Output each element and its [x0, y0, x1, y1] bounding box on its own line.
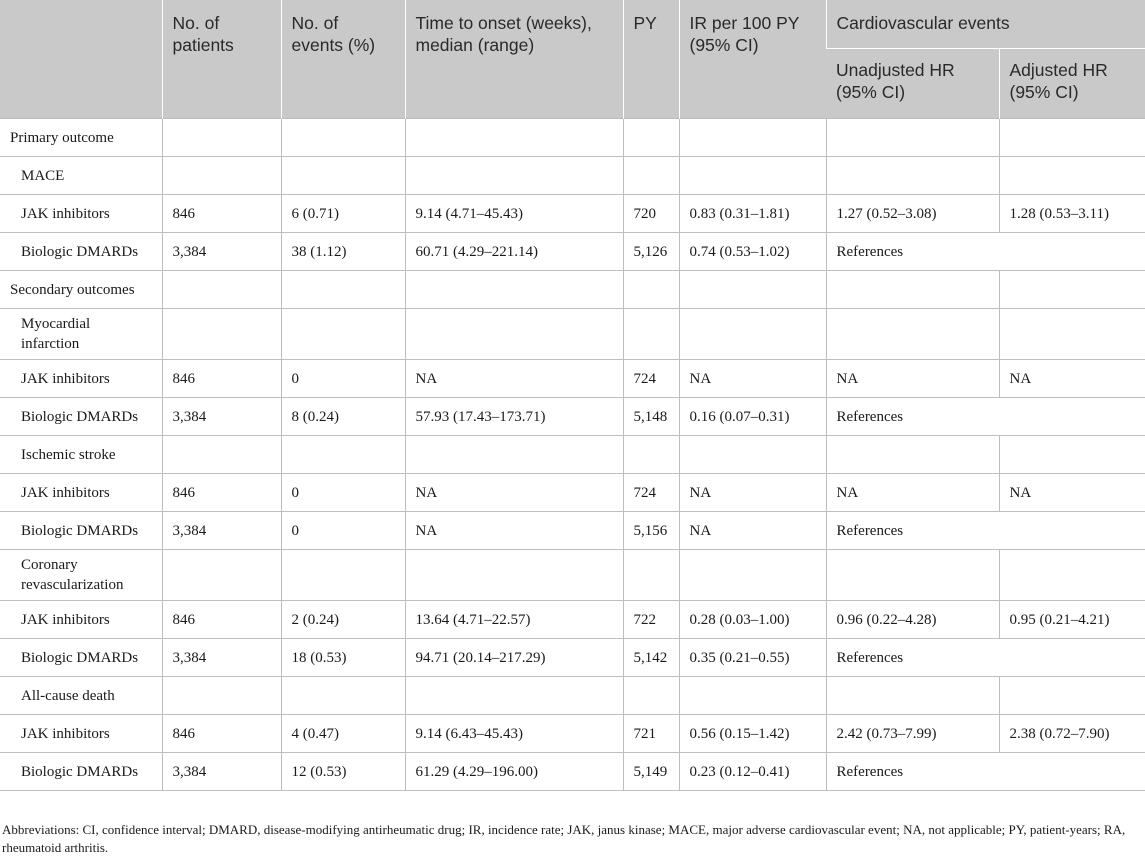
reference-cell: References — [826, 639, 1145, 677]
onset-cell: NA — [405, 474, 623, 512]
reference-cell: References — [826, 512, 1145, 550]
table-row — [0, 360, 1145, 398]
unadjusted-hr-cell: NA — [826, 474, 999, 512]
ir-cell: 0.23 (0.12–0.41) — [679, 753, 826, 791]
ir-cell: 0.74 (0.53–1.02) — [679, 233, 826, 271]
onset-cell: NA — [405, 512, 623, 550]
py-cell: 5,148 — [623, 398, 679, 436]
adjusted-hr-cell: 2.38 (0.72–7.90) — [999, 715, 1145, 753]
group-label: Biologic DMARDs — [0, 512, 162, 550]
header-unadjusted-hr: Unadjusted HR (95% CI) — [826, 49, 999, 119]
abbreviations-footnote: Abbreviations: CI, confidence interval; DMARD, disease-modifying antirheumatic drug; IR, incidence rate; JAK, janus kinase; MACE, major adverse cardiovascular event; NA, not applicable; PY, patient-years; RA, rheumatoid arthritis. — [2, 822, 1126, 855]
group-label: Biologic DMARDs — [0, 398, 162, 436]
patients-cell: 3,384 — [162, 398, 281, 436]
table-row — [0, 550, 1145, 601]
unadjusted-hr-cell: 2.42 (0.73–7.99) — [826, 715, 999, 753]
table-row — [0, 639, 1145, 677]
py-cell: 5,142 — [623, 639, 679, 677]
onset-cell: NA — [405, 360, 623, 398]
header-patients: No. of patients — [162, 0, 281, 119]
adjusted-hr-cell: NA — [999, 474, 1145, 512]
table-row — [0, 677, 1145, 715]
header-onset: Time to onset (weeks), median (range) — [405, 0, 623, 119]
onset-cell: 9.14 (6.43–45.43) — [405, 715, 623, 753]
events-cell: 0 — [281, 474, 405, 512]
ir-cell: 0.35 (0.21–0.55) — [679, 639, 826, 677]
ir-cell: NA — [679, 512, 826, 550]
group-label: JAK inhibitors — [0, 715, 162, 753]
py-cell: 724 — [623, 360, 679, 398]
events-cell: 0 — [281, 512, 405, 550]
group-label: JAK inhibitors — [0, 474, 162, 512]
events-cell: 0 — [281, 360, 405, 398]
header-cardiovascular-events: Cardiovascular events — [826, 0, 1145, 49]
header-events: No. of events (%) — [281, 0, 405, 119]
patients-cell: 3,384 — [162, 233, 281, 271]
onset-cell: 9.14 (4.71–45.43) — [405, 195, 623, 233]
events-cell: 6 (0.71) — [281, 195, 405, 233]
group-label: JAK inhibitors — [0, 360, 162, 398]
reference-cell: References — [826, 398, 1145, 436]
header-py: PY — [623, 0, 679, 119]
table-row — [0, 601, 1145, 639]
group-label: Biologic DMARDs — [0, 233, 162, 271]
patients-cell: 846 — [162, 360, 281, 398]
table-row — [0, 715, 1145, 753]
group-label: JAK inhibitors — [0, 601, 162, 639]
events-cell: 18 (0.53) — [281, 639, 405, 677]
section-label: Primary outcome — [0, 119, 162, 157]
py-cell: 722 — [623, 601, 679, 639]
events-cell: 38 (1.12) — [281, 233, 405, 271]
outcome-label: All-cause death — [0, 677, 162, 715]
patients-cell: 3,384 — [162, 639, 281, 677]
py-cell: 720 — [623, 195, 679, 233]
table-row — [0, 271, 1145, 309]
patients-cell: 846 — [162, 715, 281, 753]
ir-cell: NA — [679, 474, 826, 512]
table-row — [0, 119, 1145, 157]
unadjusted-hr-cell: NA — [826, 360, 999, 398]
section-label: Secondary outcomes — [0, 271, 162, 309]
table-row — [0, 436, 1145, 474]
adjusted-hr-cell: 0.95 (0.21–4.21) — [999, 601, 1145, 639]
py-cell: 724 — [623, 474, 679, 512]
ir-cell: NA — [679, 360, 826, 398]
ir-cell: 0.28 (0.03–1.00) — [679, 601, 826, 639]
patients-cell: 3,384 — [162, 753, 281, 791]
adjusted-hr-cell: 1.28 (0.53–3.11) — [999, 195, 1145, 233]
table-row — [0, 157, 1145, 195]
onset-cell: 13.64 (4.71–22.57) — [405, 601, 623, 639]
onset-cell: 57.93 (17.43–173.71) — [405, 398, 623, 436]
unadjusted-hr-cell: 1.27 (0.52–3.08) — [826, 195, 999, 233]
outcome-label: Coronary revascularization — [0, 550, 162, 601]
py-cell: 5,126 — [623, 233, 679, 271]
reference-cell: References — [826, 753, 1145, 791]
ir-cell: 0.16 (0.07–0.31) — [679, 398, 826, 436]
table-row — [0, 753, 1145, 791]
patients-cell: 846 — [162, 474, 281, 512]
table-row — [0, 233, 1145, 271]
adjusted-hr-cell: NA — [999, 360, 1145, 398]
events-cell: 8 (0.24) — [281, 398, 405, 436]
outcome-label: MACE — [0, 157, 162, 195]
outcome-label: Myocardial infarction — [0, 309, 162, 360]
table-row — [0, 398, 1145, 436]
outcome-label: Ischemic stroke — [0, 436, 162, 474]
table-row — [0, 309, 1145, 360]
table-row — [0, 474, 1145, 512]
table-row — [0, 512, 1145, 550]
ir-cell: 0.56 (0.15–1.42) — [679, 715, 826, 753]
events-cell: 12 (0.53) — [281, 753, 405, 791]
table-row — [0, 195, 1145, 233]
patients-cell: 3,384 — [162, 512, 281, 550]
py-cell: 721 — [623, 715, 679, 753]
onset-cell: 94.71 (20.14–217.29) — [405, 639, 623, 677]
unadjusted-hr-cell: 0.96 (0.22–4.28) — [826, 601, 999, 639]
table-body — [0, 119, 1145, 791]
patients-cell: 846 — [162, 195, 281, 233]
header-ir: IR per 100 PY (95% CI) — [679, 0, 826, 119]
header-blank — [0, 0, 162, 119]
onset-cell: 60.71 (4.29–221.14) — [405, 233, 623, 271]
group-label: JAK inhibitors — [0, 195, 162, 233]
events-cell: 2 (0.24) — [281, 601, 405, 639]
events-cell: 4 (0.47) — [281, 715, 405, 753]
onset-cell: 61.29 (4.29–196.00) — [405, 753, 623, 791]
header-adjusted-hr: Adjusted HR (95% CI) — [999, 49, 1145, 119]
reference-cell: References — [826, 233, 1145, 271]
py-cell: 5,156 — [623, 512, 679, 550]
ir-cell: 0.83 (0.31–1.81) — [679, 195, 826, 233]
patients-cell: 846 — [162, 601, 281, 639]
group-label: Biologic DMARDs — [0, 753, 162, 791]
py-cell: 5,149 — [623, 753, 679, 791]
group-label: Biologic DMARDs — [0, 639, 162, 677]
